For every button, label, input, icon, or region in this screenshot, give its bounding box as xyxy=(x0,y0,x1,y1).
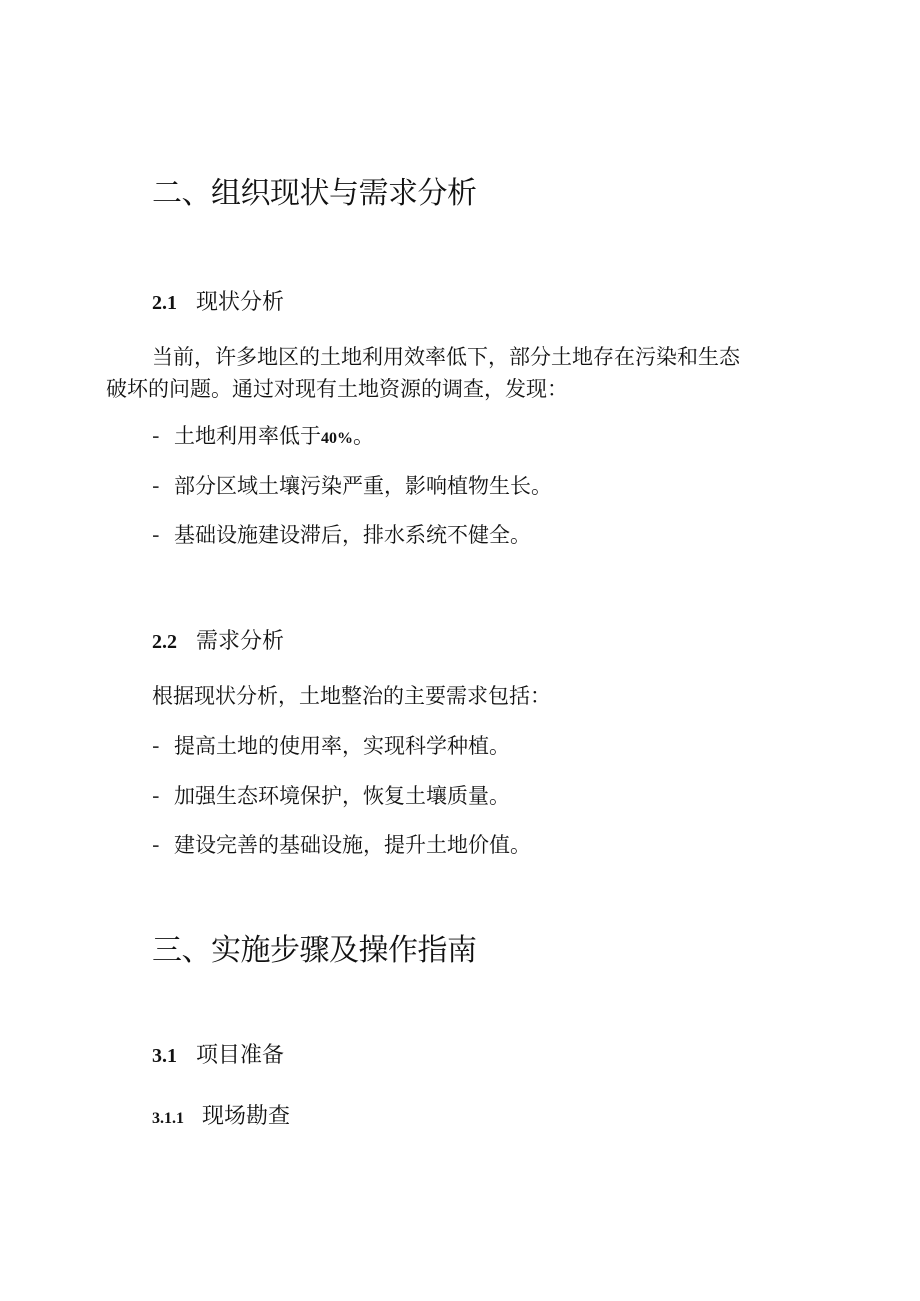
list-item-text: 加强生态环境保护，恢复土壤质量。 xyxy=(174,784,510,808)
subsubsection-number: 3.1.1 xyxy=(152,1110,184,1127)
subsection-number: 3.1 xyxy=(152,1045,177,1067)
section-3-heading: 三、实施步骤及操作指南 xyxy=(152,933,477,968)
subsubsection-3-1-1-heading xyxy=(152,1102,290,1134)
list-item xyxy=(152,731,510,761)
list-item-text: 土地利用率低于 xyxy=(174,424,321,448)
list-dash: - xyxy=(152,424,160,448)
list-item-text: 。 xyxy=(353,424,374,448)
list-dash: - xyxy=(152,784,160,808)
subsection-number: 2.1 xyxy=(152,292,177,314)
list-item-text: 提高土地的使用率，实现科学种植。 xyxy=(174,734,510,758)
list-item-text: 基础设施建设滞后，排水系统不健全。 xyxy=(174,523,531,547)
subsection-3-1-heading xyxy=(152,1041,284,1071)
list-item xyxy=(152,830,531,860)
list-dash: - xyxy=(152,523,160,547)
list-item xyxy=(152,421,374,454)
subsection-title: 项目准备 xyxy=(196,1043,285,1068)
list-item-number: 40% xyxy=(321,430,353,447)
list-dash: - xyxy=(152,474,160,498)
list-item xyxy=(152,471,552,501)
list-dash: - xyxy=(152,734,160,758)
subsection-2-1-heading xyxy=(152,288,284,318)
subsection-title: 现状分析 xyxy=(196,290,285,315)
list-item xyxy=(152,781,510,811)
paragraph-line: 根据现状分析，土地整治的主要需求包括： xyxy=(152,684,551,708)
paragraph-line: 当前，许多地区的土地利用效率低下，部分土地存在污染和生态 xyxy=(152,345,740,369)
section-2-heading: 二、组织现状与需求分析 xyxy=(152,176,477,211)
subsubsection-title: 现场勘查 xyxy=(202,1104,291,1129)
list-item-text: 建设完善的基础设施，提升土地价值。 xyxy=(174,833,531,857)
paragraph-line: 破坏的问题。通过对现有土地资源的调查，发现： xyxy=(106,377,568,401)
list-item xyxy=(152,520,531,550)
subsection-number: 2.2 xyxy=(152,631,177,653)
list-item-text: 部分区域土壤污染严重，影响植物生长。 xyxy=(174,474,552,498)
subsection-title: 需求分析 xyxy=(196,629,285,654)
subsection-2-2-heading xyxy=(152,627,284,657)
list-dash: - xyxy=(152,833,160,857)
